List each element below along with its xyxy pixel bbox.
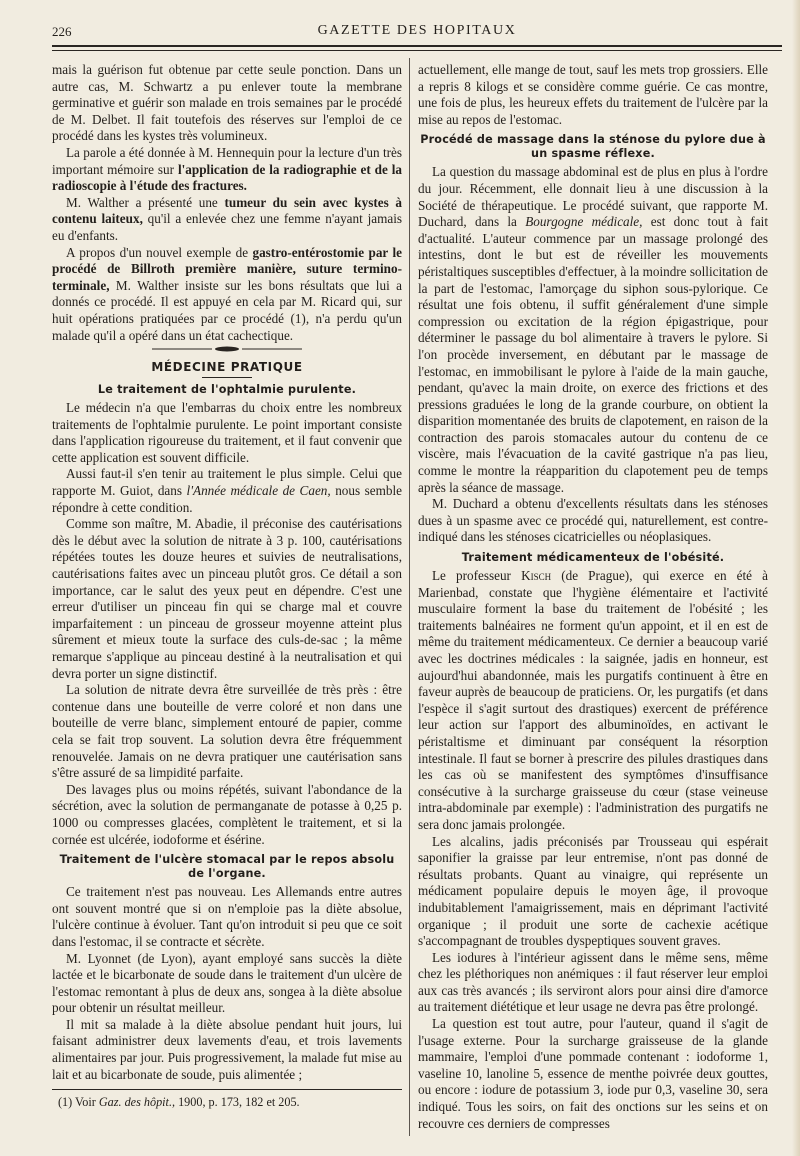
section-title: MÉDECINE PRATIQUE xyxy=(151,360,303,375)
subheading: Le traitement de l'ophtalmie purulente. xyxy=(97,383,357,397)
journal-title: Gaz. des hôpit., xyxy=(98,1095,176,1110)
header-rule-thick xyxy=(52,45,782,47)
paragraph: La solution de nitrate devra être surveillée de très près : être contenue dans une bouteille de verre coloré et non dans une bouteille de verre blanc, simplement entouré de papier, comme cela se fait trop souvent. La solution devra être fréquemment renouvelée. Jamais on ne devra pratiquer une cautérisation sans s'être assuré de sa limpidité parfaite. xyxy=(52,682,402,781)
paragraph: M. Walther a présenté une tumeur du sein avec kystes à contenu laiteux, qu'il a enlevée chez une femme n'ayant jamais eu d'enfants. xyxy=(52,194,402,243)
ornament-rule-icon xyxy=(152,346,302,352)
emphasis: tumeur du sein avec kystes à contenu laiteux, xyxy=(52,194,402,227)
paragraph: La question du massage abdominal est de plus en plus à l'ordre du jour. Récemment, elle donnait lieu à une discussion à la Société de thérapeutique. Le procédé suivant, que rapporte M. Duchard, dans la Bourgogne médicale, est donc tout à fait d'actualité. L'auteur commence par un massage prolongé des intestins, dont le but est de réveiller les mouvements péristaltiques susceptibles d'effectuer, à la moindre sollicitation de la part de l'estomac, l'amorçage du siphon sous-pylorique. Ce résultat une fois obtenu, il suffit généralement d'une simple compression ou excitation de la région épigastrique, pour déterminer le passage du bol alimentaire à travers le pylore. Si l'on procède inversement, en débutant par le massage de l'estomac, en immobilisant le pylore à l'aide de la main gauche, pendant, qu'avec la main droite, on exerce des frictions et des pressions graduées le long de la grande courbure, on obtient la disparition momentanée des bruits de clapotement, en raison de la contraction des parois stomacales autour du contenu de ce viscère, mais l'évacuation de la cavité gastrique n'a pas lieu, comme le montre la réapparition du clapotement peu de temps après la séance de massage. xyxy=(418,164,769,495)
page-header xyxy=(52,18,782,44)
scan-edge xyxy=(792,0,800,1156)
left-column xyxy=(52,62,402,1110)
paragraph: Des lavages plus ou moins répétés, suivant l'abondance de la sécrétion, avec la solution de permanganate de potasse à 0,25 p. 1000 ou compresses glacées, complètent le traitement, et si la cornée est ulcérée, iodoforme et ésérine. xyxy=(52,781,402,847)
page-number: 226 xyxy=(52,24,72,39)
footnote-rule xyxy=(52,1089,402,1090)
paragraph: Les alcalins, jadis préconisés par Trousseau qui espérait saponifier la graisse par leur entremise, n'ont pas donné de résultats probants. Quant au vinaigre, qui représente un médicament populaire depuis le moyen âge, il provoque indubitablement l'amaigrissement, mais en déprimant l'activité organique ; il produit une sorte de cachexie acétique s'accompagnant de troubles dyspeptiques souvent graves. xyxy=(418,833,768,949)
paragraph: A propos d'un nouvel exemple de gastro-entérostomie par le procédé de Billroth première manière, suture termino-terminale, M. Walther insiste sur les bons résultats que lui a donnés ce procédé. Il est appuyé en cela par M. Ricard qui, sur huit opérations pratiquées par ce procédé (1), n'a perdu qu'un malade qu'il a opéré dans un état cachectique. xyxy=(52,244,402,343)
header-rule-thin xyxy=(52,50,782,51)
right-column xyxy=(418,62,768,1132)
paragraph: La parole a été donnée à M. Hennequin pour la lecture d'un très important mémoire sur l'application de la radiographie et de la radioscopie à l'étude des fractures. xyxy=(52,144,403,194)
emphasis: l'application de la radiographie et de la radioscopie à l'étude des fractures. xyxy=(52,161,403,194)
paragraph: Il mit sa malade à la diète absolue pendant huit jours, lui faisant administrer deux lavements d'eau, et trois lavements alimentaires par jour. Puis progressivement, la malade fut mise au lait et au bicarbonate de soude, puis alimentée ; xyxy=(52,1016,402,1082)
footnote: (1) Voir Gaz. des hôpit., 1900, p. 173, 182 et 205. xyxy=(58,1095,300,1110)
subheading: Traitement médicamenteux de l'obésité. xyxy=(461,551,725,565)
paragraph: Le médecin n'a que l'embarras du choix entre les nombreux traitements de l'ophtalmie purulente. Le point important consiste dans l'application rigoureuse du traitement, et il faut convenir que cette application est souvent difficile. xyxy=(52,400,402,465)
emphasis: gastro-entérostomie par le procédé de Billroth première manière, suture termino-terminale, xyxy=(52,244,402,293)
author-name: Kisch xyxy=(521,568,552,584)
paragraph: Les iodures à l'intérieur agissent dans le même sens, même chez les pléthoriques non anémiques : il faut réserver leur emploi aux cas très avancés ; ils serviront alors pour ainsi dire d'amorce au traitement diététique et leur usage ne devra pas être prolongé. xyxy=(418,949,768,1015)
paragraph: mais la guérison fut obtenue par cette seule ponction. Dans un autre cas, M. Schwartz a pu enlever toute la membrane germinative et guérir son malade en trois semaines par le procédé de M. Delbet. Il fait toutefois des réserves sur l'emploi de ce procédé dans les kystes très volumineux. xyxy=(52,62,402,144)
paragraph: M. Duchard a obtenu d'excellents résultats dans les sténoses dues à un spasme avec ce procédé qui, naturellement, est contre-indiqué dans les sténoses cicatricielles ou néoplasiques. xyxy=(418,496,768,545)
paragraph: actuellement, elle mange de tout, sauf les mets trop grossiers. Elle a repris 8 kilogs et se considère comme guérie. Ce cas montre, une fois de plus, les heureux effets du traitement de l'ulcère par la mise au repos de l'estomac. xyxy=(418,62,768,127)
paragraph: Le professeur Kisch (de Prague), qui exerce en été à Marienbad, constate que l'hygiène élémentaire et l'activité musculaire forment la base du traitement de l'obésité ; les traitements balnéaires ne forment qu'un appoint, et il en est de même du traitement médicamenteux. Ce dernier a beaucoup varié avec les doctrines médicales : la saignée, jadis en honneur, est aujourd'hui abandonnée, mais les purgatifs continuent à être en faveur auprès de beaucoup de praticiens. Or, les purgatifs (et dans l'espèce il s'agit surtout des drastiques) exercent de préférence leur action sur l'apport des albuminoïdes, en activant le péristaltisme et diminuant par conséquent la résorption intestinale. Il faut se borner à prescrire des pilules drastiques dans les cas où se manifestent des symptômes d'insuffisance consécutive à la surcharge graisseuse du cœur (stase veineuse intra-abdominale par exemple) : l'administration des purgatifs ne sera donc jamais prolongée. xyxy=(418,568,768,832)
paragraph: M. Lyonnet (de Lyon), ayant employé sans succès la diète lactée et le bicarbonate de soude dans le traitement d'un ulcère de l'estomac remontant à plus de deux ans, songea à la diète absolue pour obtenir un résultat meilleur. xyxy=(52,950,402,1016)
subheading: Traitement de l'ulcère stomacal par le repos absolu de l'organe. xyxy=(59,853,395,881)
column-divider xyxy=(409,58,410,1136)
running-title: GAZETTE DES HOPITAUX xyxy=(317,23,517,38)
ornament-divider xyxy=(52,346,402,352)
short-rule xyxy=(202,377,252,378)
subheading: Procédé de massage dans la sténose du pylore due à un spasme réflexe. xyxy=(420,133,766,161)
journal-title: Bourgogne médicale, xyxy=(525,214,643,230)
journal-title: l'Année médicale de Caen, xyxy=(186,483,331,499)
paragraph: Comme son maître, M. Abadie, il préconise des cautérisations dès le début avec la solution de nitrate à 3 p. 100, cautérisations répétées toutes les douze heures et suivies de neutralisations, cautérisations faites avec un pinceau plutôt gros. Ce détail a son importance, car le salut des yeux peut en dépendre. C'est une erreur d'utiliser un pinceau fin qui se charge mal et couvre imparfaitement : un pinceau de grosseur moyenne atteint plus sûrement et mieux toute la surface des culs-de-sac ; la même remarque s'applique au pinceau destiné à la neutralisation et qui devra porter un signe distinctif. xyxy=(52,516,402,681)
paragraph: La question est tout autre, pour l'auteur, quand il s'agit de l'usage externe. Pour la surcharge graisseuse de la glande mammaire, l'emploi d'une pommade contenant : iodoforme 1, vaseline 10, lanoline 5, essence de menthe poivrée deux gouttes, ou encore : iodure de potassium 3, iode pur 0,3, vaseline 30, sera indiqué. Tous les soirs, on fait des onctions sur les seins et on recouvre ces derniers de compresses xyxy=(418,1016,768,1131)
paragraph: Aussi faut-il s'en tenir au traitement le plus simple. Celui que rapporte M. Guiot, dans l'Année médicale de Caen, nous semble répondre à cette condition. xyxy=(52,466,402,515)
paragraph: Ce traitement n'est pas nouveau. Les Allemands entre autres ont souvent montré que si on n'emploie pas la diète absolue, l'ulcère continue à évoluer. Tant qu'on introduit si peu que ce soit dans l'estomac, il se contracte et sécrète. xyxy=(52,884,402,949)
